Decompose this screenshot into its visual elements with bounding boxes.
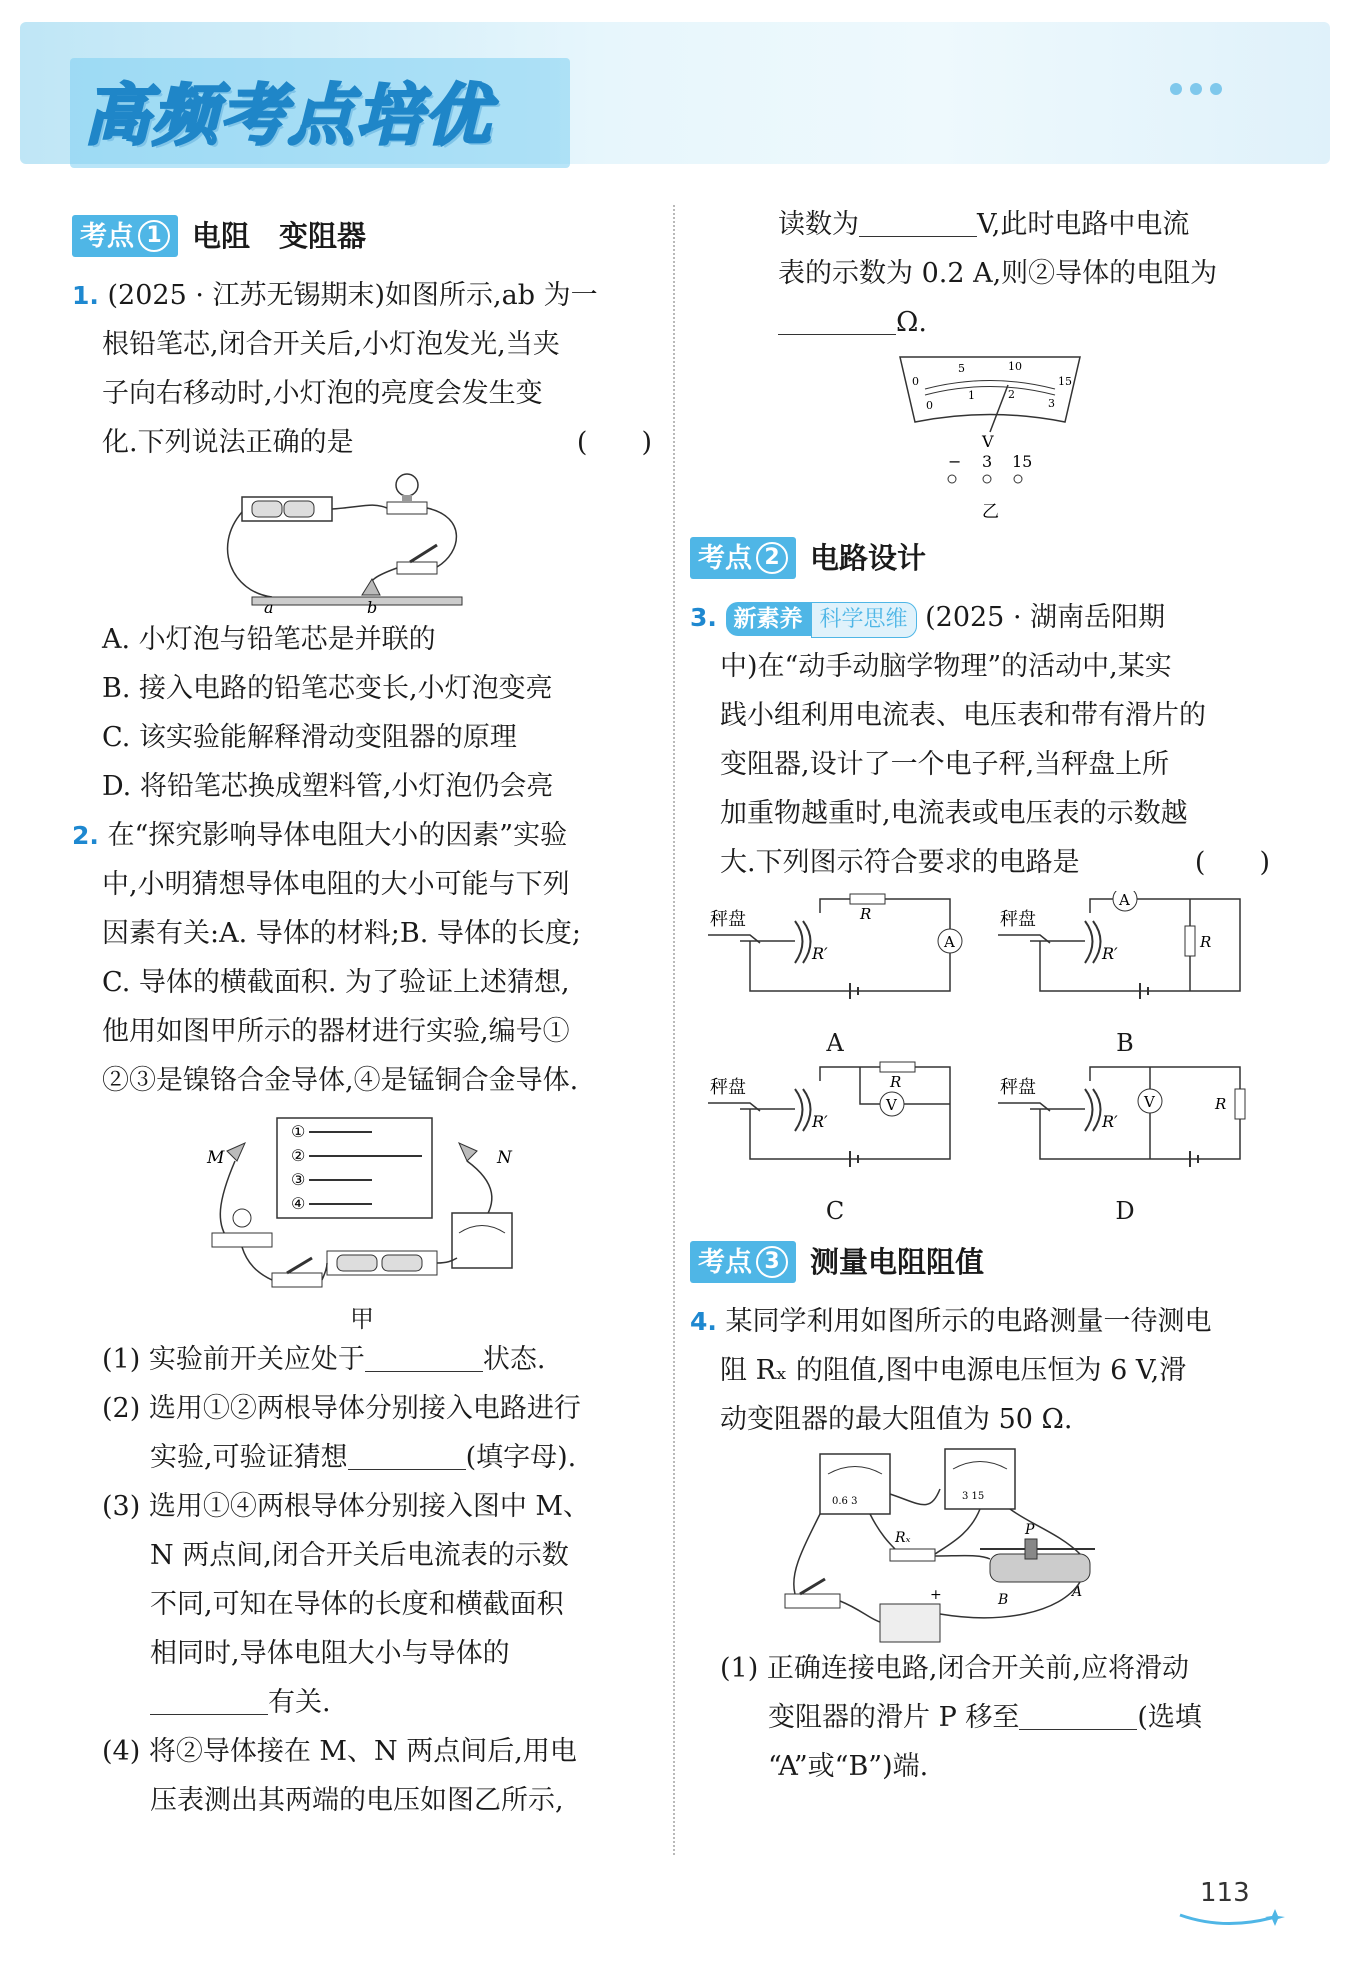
tag-scientific-thinking: 科学思维 bbox=[811, 602, 917, 638]
section-title: 测量电阻阻值 bbox=[810, 1244, 985, 1279]
answer-blank[interactable] bbox=[365, 1341, 483, 1372]
svg-text:Rₓ: Rₓ bbox=[895, 1530, 911, 1546]
answer-blank[interactable] bbox=[859, 206, 977, 237]
svg-text:B: B bbox=[998, 1592, 1009, 1608]
sub-question-1: (1) 实验前开关应处于 状态. bbox=[72, 1335, 652, 1384]
svg-text:③: ③ bbox=[291, 1170, 306, 1189]
svg-text:3: 3 bbox=[982, 452, 993, 471]
svg-text:15: 15 bbox=[1058, 375, 1072, 388]
figure-yi-voltmeter bbox=[890, 347, 1090, 527]
question-3: 3. 新素养 科学思维 (2025 · 湖南岳阳期 中)在“动手动脑学物理”的活动中,某实 践小组利用电流表、电压表和带有滑片的 变阻器,设计了一个电子秤,当秤盘上所 加重物越重时,电流表或电压表的示数越 大.下列图示符合要求的电路是 ( ) 秤盘 R′ R A A 秤盘 R′ A R B 秤盘 R′ R V C 秤盘 R′ V R D bbox=[690, 602, 1270, 1225]
svg-text:N: N bbox=[497, 1148, 512, 1168]
svg-text:15: 15 bbox=[1012, 452, 1033, 471]
svg-text:+: + bbox=[930, 1587, 942, 1603]
svg-text:R: R bbox=[890, 1073, 902, 1091]
answer-blank[interactable] bbox=[348, 1439, 466, 1470]
svg-text:④: ④ bbox=[291, 1194, 306, 1213]
banner-title: 高频考点培优 bbox=[84, 77, 492, 154]
svg-text:−: − bbox=[948, 452, 962, 471]
svg-text:A: A bbox=[1072, 1584, 1083, 1600]
svg-text:乙: 乙 bbox=[982, 502, 999, 522]
question-number: 2. bbox=[72, 821, 99, 850]
question-number: 1. bbox=[72, 281, 99, 310]
question-number: 4. bbox=[690, 1307, 717, 1336]
svg-text:②: ② bbox=[291, 1146, 306, 1165]
svg-text:R: R bbox=[1215, 1095, 1227, 1113]
question-2-continued: 读数为 V,此时电路中电流 表的示数为 0.2 A,则②导体的电阻为 Ω. bbox=[690, 200, 1270, 347]
svg-text:2: 2 bbox=[1008, 388, 1015, 401]
section-tag: 考点 1 bbox=[72, 215, 178, 257]
page-number: 113 bbox=[1200, 1878, 1250, 1908]
section-tag: 考点 3 bbox=[690, 1241, 796, 1283]
answer-blank[interactable] bbox=[1019, 1699, 1137, 1730]
svg-text:R′: R′ bbox=[812, 944, 828, 963]
svg-text:1: 1 bbox=[968, 389, 975, 402]
right-column bbox=[690, 200, 1270, 1791]
circuit-option-c[interactable]: 秤盘 R′ R V C bbox=[700, 1059, 970, 1227]
option-b[interactable]: B. 接入电路的铅笔芯变长,小灯泡变亮 bbox=[102, 673, 553, 704]
section-title: 电路设计 bbox=[810, 540, 927, 575]
label-a: a bbox=[264, 598, 274, 615]
svg-text:A: A bbox=[1119, 891, 1130, 909]
svg-text:R: R bbox=[1200, 933, 1212, 951]
svg-text:秤盘: 秤盘 bbox=[710, 909, 746, 930]
figure-caption-jia: 甲 bbox=[350, 1305, 374, 1333]
answer-blank[interactable] bbox=[778, 304, 896, 335]
svg-text:R′: R′ bbox=[812, 1112, 828, 1131]
section-tag: 考点 2 bbox=[690, 537, 796, 579]
section-1-header bbox=[72, 211, 652, 261]
svg-text:A: A bbox=[944, 933, 955, 951]
page-number-swoosh bbox=[1175, 1905, 1285, 1929]
question-number: 3. bbox=[690, 603, 717, 632]
svg-text:R′: R′ bbox=[1102, 1112, 1118, 1131]
svg-text:秤盘: 秤盘 bbox=[1000, 1077, 1036, 1098]
section-2-header bbox=[690, 533, 1270, 583]
circuit-option-b[interactable]: 秤盘 R′ A R B bbox=[990, 891, 1260, 1059]
svg-text:0: 0 bbox=[926, 399, 933, 412]
pencil-lead-circuit-figure bbox=[222, 467, 502, 615]
figure-jia-wire-experiment bbox=[197, 1113, 527, 1303]
svg-text:0.6 3: 0.6 3 bbox=[832, 1496, 858, 1507]
svg-text:M: M bbox=[207, 1148, 225, 1168]
answer-blank[interactable] bbox=[150, 1684, 268, 1715]
tag-new-literacy: 新素养 bbox=[726, 602, 811, 636]
column-divider bbox=[673, 205, 675, 1855]
svg-text:R: R bbox=[860, 905, 872, 923]
label-b: b bbox=[367, 598, 378, 615]
svg-text:P: P bbox=[1025, 1522, 1035, 1538]
left-column bbox=[72, 205, 652, 1825]
svg-text:①: ① bbox=[291, 1122, 306, 1141]
section-title: 电阻 变阻器 bbox=[192, 218, 367, 253]
svg-text:V: V bbox=[982, 432, 994, 451]
circuit-option-a[interactable]: 秤盘 R′ R A A bbox=[700, 891, 970, 1059]
question-4: 4. 某同学利用如图所示的电路测量一待测电 阻 Rₓ 的阻值,图中电源电压恒为 6 V,滑 动变阻器的最大阻值为 50 Ω. 0.6 3 3 15 Rₓ P B A + (1) 正确连接电路,闭合开关前,应将滑动 变阻器的滑片 P 移至 (选填 “A”或“B”)端. bbox=[690, 1306, 1212, 1782]
svg-text:V: V bbox=[1144, 1093, 1155, 1111]
option-a[interactable]: A. 小灯泡与铅笔芯是并联的 bbox=[102, 624, 436, 655]
svg-text:0: 0 bbox=[912, 375, 919, 388]
svg-text:V: V bbox=[886, 1096, 897, 1114]
banner-dots bbox=[1170, 80, 1230, 99]
question-2: 2. 在“探究影响导体电阻大小的因素”实验 中,小明猜想导体电阻的大小可能与下列 因素有关:A. 导体的材料;B. 导体的长度; C. 导体的横截面积. 为了验证上述猜想, 他用如图甲所示的器材进行实验,编号① ②③是镍铬合金导体,④是锰铜合金导体. ① ② ③ ④ M N 甲 (1) 实验前开关应处于 状态. (2) 选用①②两根导体分别接入电路进行 实验,可验证猜想 (填字母). (3) 选用①④两根导体分别接入图中 M、 N 两点间,闭合开关后电流表的示数 不同,可知在导体的长度和横截面积 相同时,导体电阻大小与导体的 有关. (4) 将②导体接在 M、N 两点间后,用电 压表测出其两端的电压如图乙所示, bbox=[72, 811, 652, 1825]
header-banner bbox=[20, 22, 1330, 164]
svg-text:秤盘: 秤盘 bbox=[710, 1077, 746, 1098]
option-c[interactable]: C. 该实验能解释滑动变阻器的原理 bbox=[102, 722, 517, 753]
option-d[interactable]: D. 将铅笔芯换成塑料管,小灯泡仍会亮 bbox=[102, 771, 554, 802]
circuit-option-d[interactable]: 秤盘 R′ V R D bbox=[990, 1059, 1260, 1227]
question-1: 1. (2025 · 江苏无锡期末)如图所示,ab 为一 根铅笔芯,闭合开关后,小灯泡发光,当夹 子向右移动时,小灯泡的亮度会发生变 化.下列说法正确的是 ( ) a b A. 小灯泡与铅笔芯是并联的 B. 接入电路的铅笔芯变长,小灯泡变亮 C. 该实验能解释滑动变阻器的原理 D. 将铅笔芯换成塑料管,小灯泡仍会亮 bbox=[72, 271, 652, 811]
section-3-header bbox=[690, 1237, 1270, 1287]
svg-text:秤盘: 秤盘 bbox=[1000, 909, 1036, 930]
svg-text:R′: R′ bbox=[1102, 944, 1118, 963]
svg-text:10: 10 bbox=[1008, 360, 1022, 373]
svg-text:3: 3 bbox=[1048, 397, 1055, 410]
measurement-circuit-figure bbox=[780, 1444, 1110, 1644]
svg-text:5: 5 bbox=[958, 362, 965, 375]
svg-text:3 15: 3 15 bbox=[962, 1491, 985, 1502]
circuit-options bbox=[700, 891, 1270, 1227]
